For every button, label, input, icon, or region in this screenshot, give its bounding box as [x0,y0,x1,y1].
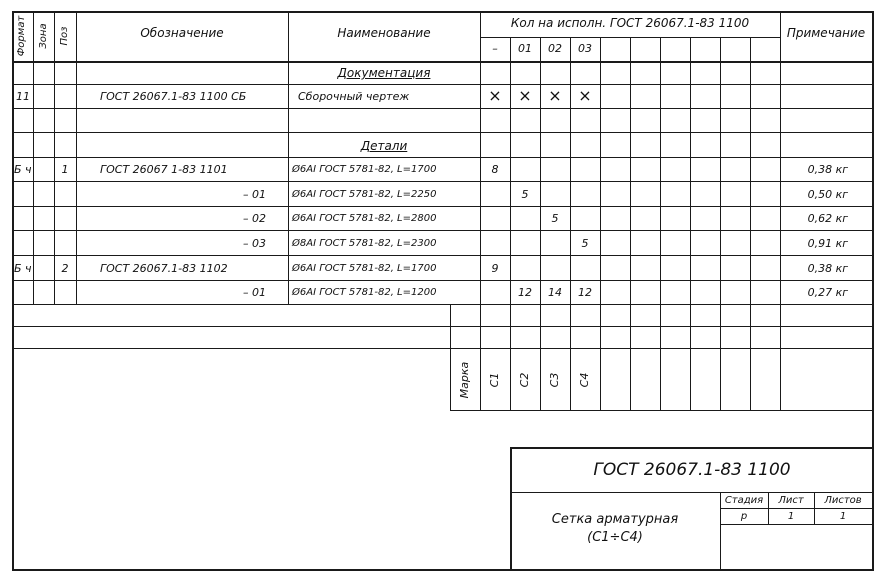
frame-left [12,11,14,571]
row-name: Ø6АI ГОСТ 5781-82, L=1700 [292,263,437,274]
header-qty: Кол на исполн. ГОСТ 26067.1-83 1100 [510,16,750,30]
row-designation: ГОСТ 26067.1-83 1102 [100,262,228,275]
col-line-q7 [690,37,691,411]
col-line-q5 [630,37,631,411]
header-zone: Зона [38,23,49,49]
header-bottom-line [12,61,874,63]
sheets-label: Листов [824,495,862,506]
col-line-pos [76,11,77,305]
row-qty: 5 [581,237,589,250]
row-designation: – 03 [243,237,266,250]
row-line [12,348,874,349]
header-name: Наименование [337,26,431,40]
row-designation: – 01 [243,188,266,201]
section-details: Детали [360,139,408,153]
row-name: Ø6АI ГОСТ 5781-82, L=1700 [292,164,437,175]
marka-value: С3 [548,372,561,388]
row-line [12,230,874,231]
col-line-designation [288,11,289,305]
row-qty-mark: × [548,86,562,105]
row-line [12,132,874,133]
sheets-value: 1 [839,511,847,522]
col-line-marka-left [450,304,451,411]
row-name: Ø6АI ГОСТ 5781-82, L=2800 [292,213,437,224]
variant-03: 03 [578,42,592,55]
row-name: Ø8АI ГОСТ 5781-82, L=2300 [292,238,437,249]
row-note: 0,62 кг [807,212,848,225]
row-note: 0,38 кг [807,262,848,275]
document-name: Сетка арматурная [551,512,679,527]
stage-label: Стадия [724,495,764,506]
row-qty: 9 [491,262,499,275]
row-qty-mark: × [488,86,502,105]
col-line-note [780,11,781,411]
row-pos: 1 [61,163,69,176]
frame-top [12,11,874,13]
sheet-value: 1 [787,511,795,522]
header-designation: Обозначение [140,26,224,40]
stage-value: р [740,511,748,522]
row-note: 0,50 кг [807,188,848,201]
col-line-q6 [660,37,661,411]
col-line-q4 [600,37,601,411]
row-line [12,304,874,305]
frame-bottom [12,569,874,571]
row-name: Ø6АI ГОСТ 5781-82, L=1200 [292,287,437,298]
row-note: 0,38 кг [807,163,848,176]
row-qty: 5 [551,212,559,225]
row-line [12,326,874,327]
col-line-zone [54,11,55,305]
title-block-mid [510,492,874,493]
row-line [12,255,874,256]
row-format: Б ч [14,262,32,275]
title-block-top [510,447,874,449]
row-pos: 2 [61,262,69,275]
marka-bottom-line [450,410,874,411]
row-line [12,181,874,182]
row-qty: 12 [578,286,592,299]
row-note: 0,91 кг [807,237,848,250]
frame-right [872,11,874,571]
row-line [12,108,874,109]
marka-value: С2 [518,372,531,388]
variant-01: 01 [518,42,532,55]
marka-value: С1 [488,372,501,388]
row-name: Ø6АI ГОСТ 5781-82, L=2250 [292,189,437,200]
row-qty-mark: × [518,86,532,105]
document-designation: ГОСТ 26067.1-83 1100 [593,460,791,480]
marka-value: С4 [578,372,591,388]
col-line-q8 [720,37,721,411]
row-qty: 12 [518,286,532,299]
col-line-q0 [480,11,481,411]
row-designation: ГОСТ 26067.1-83 1100 СБ [100,90,247,103]
sheet-label: Лист [778,495,804,506]
row-note: 0,27 кг [807,286,848,299]
col-line-q3 [570,37,571,411]
header-pos: Поз [59,26,70,46]
row-qty-mark: × [578,86,592,105]
row-line [12,84,874,85]
row-line [12,280,874,281]
variant-base: – [492,42,498,55]
row-line [12,157,874,158]
variant-02: 02 [548,42,562,55]
section-documentation: Документация [337,66,431,80]
title-block-stage-line2 [720,524,874,525]
row-designation: – 01 [243,286,266,299]
row-qty: 14 [548,286,562,299]
marka-label: Марка [458,361,471,399]
title-block-stage-line [720,508,874,509]
row-format: 11 [16,90,30,103]
col-line-q9 [750,37,751,411]
row-line [12,206,874,207]
header-format: Формат [16,15,27,57]
row-designation: – 02 [243,212,266,225]
row-qty: 8 [491,163,499,176]
col-line-format [33,11,34,305]
col-line-q1 [510,37,511,411]
row-format: Б ч [14,163,32,176]
row-name: Сборочный чертеж [298,90,410,103]
row-designation: ГОСТ 26067 1-83 1101 [100,163,228,176]
document-name-subtitle: (С1÷С4) [587,530,643,545]
header-note: Примечание [786,26,866,40]
row-qty: 5 [521,188,529,201]
